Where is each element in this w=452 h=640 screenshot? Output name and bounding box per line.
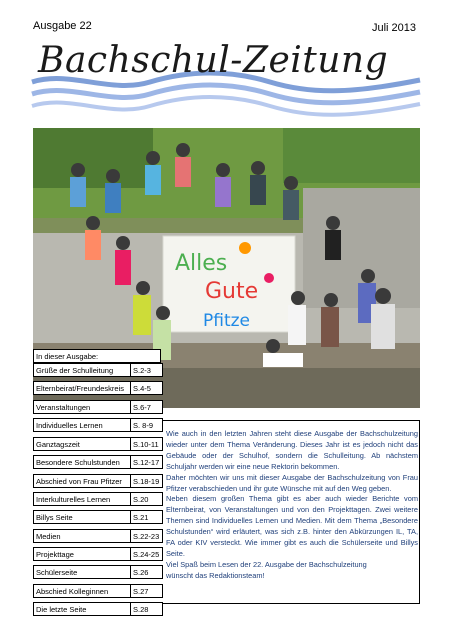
editorial-paragraph: Viel Spaß beim Lesen der 22. Ausgabe der Bachschulzeitung [166, 559, 367, 569]
toc-title: Billys Seite [33, 510, 131, 524]
toc-title: Projekttage [33, 547, 131, 561]
masthead-title: Bachschul-Zeitung [38, 40, 389, 81]
toc-row [33, 474, 163, 488]
toc-row [33, 602, 163, 616]
toc-page: S.22-23 [131, 529, 163, 543]
toc-page: S.21 [131, 510, 163, 524]
toc-title: Elternbeirat/Freundeskreis [33, 381, 131, 395]
toc-page: S.27 [131, 584, 163, 598]
toc-title: Grüße der Schulleitung [33, 363, 131, 377]
toc-row [33, 400, 163, 414]
toc-title: Die letzte Seite [33, 602, 131, 616]
toc-title: Abschied Kolleginnen [33, 584, 131, 598]
toc-row [33, 381, 163, 395]
editorial-paragraph: Neben diesem großen Thema gibt es aber auch wieder Berichte vom Elternbeirat, von Veranstaltungen und von den Projekttagen. Zwei weitere Themen sind Individuelles Lernen und Medien. Mit dem Thema „Besondere Schulstunden“ wird erläutert, was sich z.B. hinter den Abkürzungen IL, TA, FA oder KIV versteckt. Wie immer gibt es auch die Schülerseite und Billys Seite. [166, 494, 418, 558]
toc-row [33, 455, 163, 469]
toc-page: S.2-3 [131, 363, 163, 377]
toc-page: S.4-5 [131, 381, 163, 395]
toc-title: Interkulturelles Lernen [33, 492, 131, 506]
toc-page: S.26 [131, 565, 163, 579]
toc-page: S.12-17 [131, 455, 163, 469]
toc-page: S. 8-9 [131, 418, 163, 432]
editorial-paragraph: Daher möchten wir uns mit dieser Ausgabe der Bachschulzeitung von Frau Pfitzer verabschieden und ihr gute Wünsche mit auf den Weg geben. [166, 472, 418, 493]
toc-row [33, 584, 163, 598]
toc-title: Schülerseite [33, 565, 131, 579]
masthead [30, 40, 425, 120]
toc-title: Besondere Schulstunden [33, 455, 131, 469]
toc-page: S.6-7 [131, 400, 163, 414]
toc-title: Individuelles Lernen [33, 418, 131, 432]
toc-title: Ganztagszeit [33, 437, 131, 451]
toc-row [33, 510, 163, 524]
banner-word-2: Gute [205, 279, 259, 304]
toc-page: S.28 [131, 602, 163, 616]
toc-page: S.10-11 [131, 437, 163, 451]
toc-row [33, 547, 163, 561]
toc-page: S.24-25 [131, 547, 163, 561]
toc-row [33, 437, 163, 451]
toc-page: S.18-19 [131, 474, 163, 488]
toc-heading: In dieser Ausgabe: [33, 349, 161, 363]
issue-date: Juli 2013 [372, 22, 417, 34]
toc-row [33, 529, 163, 543]
article-frame-top [163, 420, 420, 421]
article-frame-right [419, 420, 420, 603]
editorial-paragraph: Wie auch in den letzten Jahren steht diese Ausgabe der Bachschulzeitung wieder unter dem Thema Veränderung. Dieses Jahr ist es jedoch nicht das Gebäude oder der Schulhof, sondern die Schulleitung. Ab nächstem Schuljahr werden wir eine neue Rektorin bekommen. [166, 429, 418, 471]
banner-word-1: Alles [175, 251, 228, 276]
issue-number: Ausgabe 22 [33, 20, 92, 32]
toc-title: Veranstaltungen [33, 400, 131, 414]
toc-row [33, 565, 163, 579]
editorial-signoff: wünscht das Redaktionsteam! [166, 570, 265, 580]
toc-title: Medien [33, 529, 131, 543]
toc-row [33, 492, 163, 506]
toc-page: S.20 [131, 492, 163, 506]
toc-row [33, 418, 163, 432]
editorial-text [166, 429, 418, 582]
toc-row [33, 363, 163, 377]
banner-word-3: Pfitze [203, 311, 251, 331]
toc-title: Abschied von Frau Pfitzer [33, 474, 131, 488]
